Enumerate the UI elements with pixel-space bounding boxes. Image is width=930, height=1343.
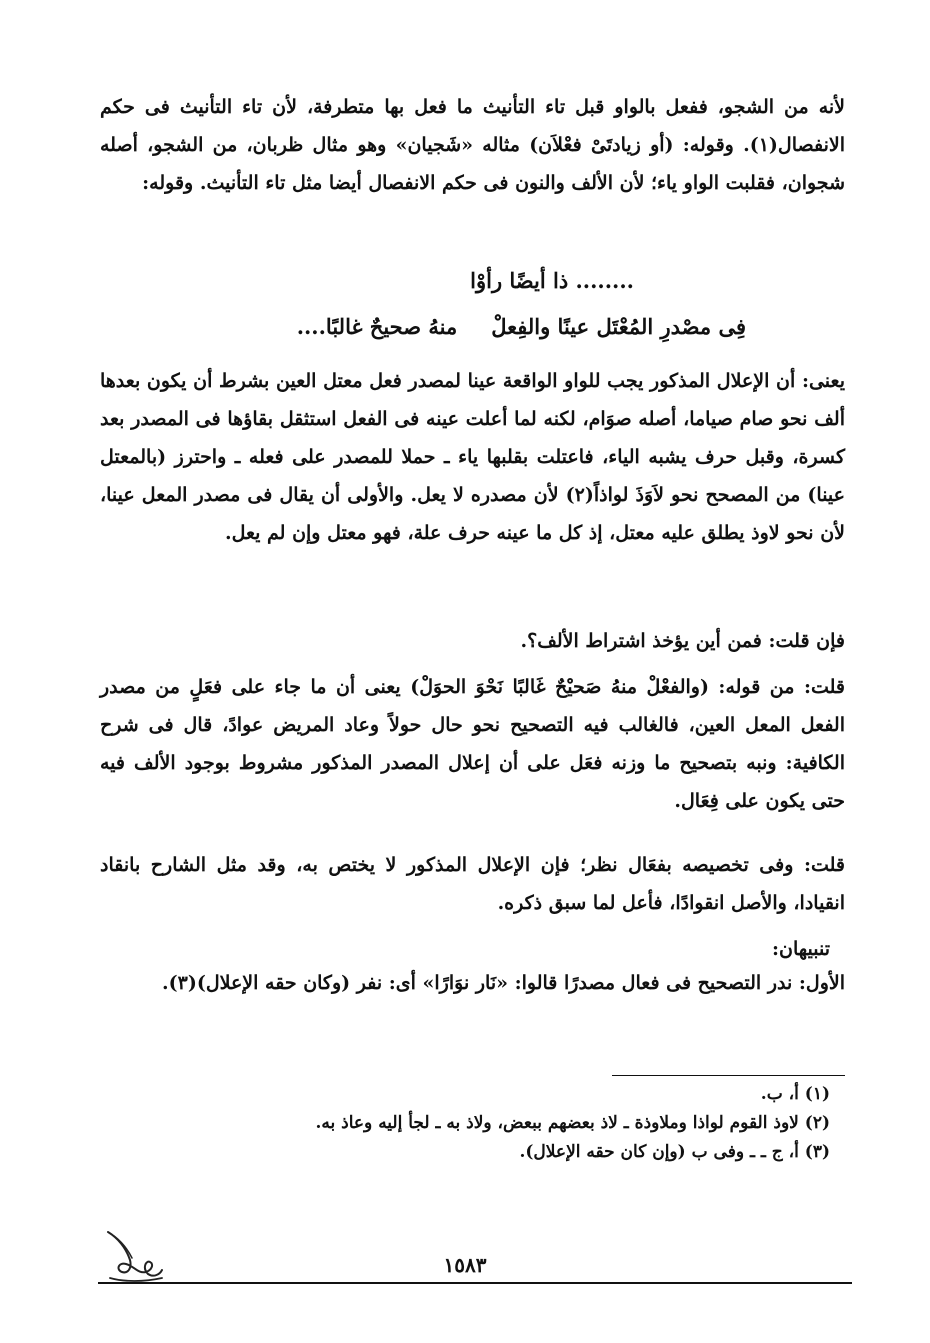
paragraph-5: قلت: وفى تخصيصه بفعَال نظر؛ فإن الإعلال المذكور لا يختص به، وقد مثل الشارح بانقاد انقيادا، والأصل انقوادًا، فأعل لما سبق ذكره. xyxy=(100,854,845,914)
paragraph-first-note: الأول: ندر التصحيح فى فعال مصدرًا قالوا: «نَار نوَارًا» أى: نفر (وكان حقه الإعلال)(٣). xyxy=(162,972,845,994)
verse-line-2-right-hemistich: فِى مصْدرِ المُعْتَل عينًا والفِعلْ xyxy=(491,314,746,339)
footnote-separator xyxy=(612,1075,845,1076)
paragraph-1: لأنه من الشجو، ففعل بالواو قبل تاء التأنيث ما فعل بها متطرفة، لأن تاء التأنيث فى حكم الانفصال(١). وقوله: (أو زيادتَىْ فعْلاَن) مثاله «شَجيان» وهو مثال ظربان، من الشجو، أصله شجوان، فقلبت الواو ياء؛ لأن الألف والنون فى حكم الانفصال أيضا مثل تاء التأنيث. وقوله: xyxy=(100,96,845,194)
paragraph-question: فإن قلت: فمن أين يؤخذ اشتراط الألف؟. xyxy=(520,630,845,652)
handwritten-mark-icon xyxy=(104,1228,166,1288)
bottom-rule xyxy=(98,1282,852,1284)
verse-line-2-left-hemistich: منهُ صحيحٌ غالبًا.... xyxy=(296,314,458,339)
page-number: ١٥٨٣ xyxy=(443,1253,487,1277)
footnote-3: (٣) أ، ج ـ ـ وفى ب (وإن كان حقه الإعلال). xyxy=(519,1142,830,1162)
footnotes xyxy=(85,1080,830,1167)
paragraph-answer: قلت: من قوله: (والفعْلْ منهُ صَحيْحٌ غَالبًا نَحْوَ الحوَلْ) يعنى أن ما جاء على فعَلٍ من مصدر الفعل المعل العين، فالغالب فيه التصحيح نحو حال حولاً وعاد المريض عوادً، قال فى شرح الكافية: ونبه بتصحيح ما وزنه فعَل على أن إعلال المصدر المذكور مشروط بوجود الألف فيه حتى يكون على فِعَال. xyxy=(100,676,845,812)
verse-line-1: ........ ذا أيضًا رأوْا xyxy=(470,268,634,293)
paragraph-2: يعنى: أن الإعلال المذكور يجب للواو الواقعة عينا لمصدر فعل معتل العين بشرط أن يكون بعدها ألف نحو صام صياما، أصله صوَام، لكنه لما أعلت عينه فى الفعل استثقل بقاؤها فى المصدر بعد كسرة، وقبل حرف يشبه الياء، فاعتلت بقلبها ياء ـ حملا للمصدر على فعله ـ واحترز (بالمعتل عينا) من المصحح نحو لاَوَذَ لواذاً(٢) لأن مصدره لا يعل. والأولى أن يقال فى مصدر المعل عينا، لأن نحو لاوذ يطلق عليه معتل، إذ كل ما عينه حرف علة، فهو معتل وإن لم يعل. xyxy=(100,370,845,544)
verse-line-2 xyxy=(297,312,746,342)
footnote-1: (١) أ، ب. xyxy=(760,1084,830,1104)
section-heading-tanbihan: تنبيهان: xyxy=(771,938,830,960)
footnote-2: (٢) لاوذ القوم لواذا وملاوذة ـ لاذ بعضهم ببعض، ولاذ به ـ لجأ إليه وعاذ به. xyxy=(315,1113,830,1133)
